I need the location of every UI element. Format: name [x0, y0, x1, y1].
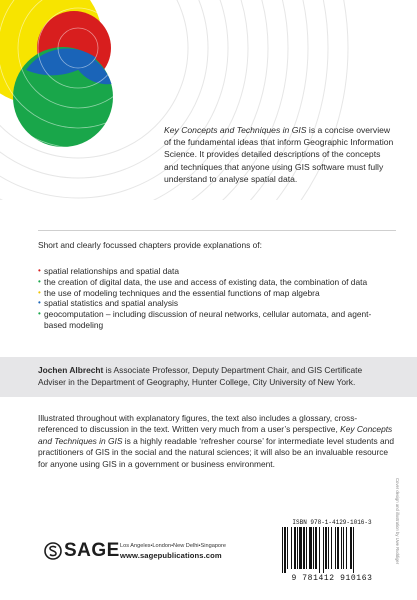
closing-book-title: Key Concepts and Techniques in GIS: [38, 424, 393, 446]
list-item: [38, 277, 388, 288]
sage-emblem-icon: [44, 542, 62, 560]
publisher-url: www.sagepublications.com: [120, 551, 222, 560]
sage-wordmark: SAGE: [64, 540, 120, 561]
barcode-bar: [287, 527, 288, 569]
list-item: [38, 266, 388, 277]
intro-text: is a concise overview of the fundamental ideas that inform Geographic Information Science. It provides detailed descriptions of the concepts and techniques that anyone using GIS software must fully understand to analyse spatial data.: [164, 125, 394, 184]
barcode-bar: [353, 527, 354, 573]
barcode-bar: [319, 527, 320, 573]
intro-paragraph: [164, 124, 396, 185]
barcode-bar: [343, 527, 344, 569]
barcode-bar: [346, 527, 347, 569]
author-bio: [38, 365, 388, 388]
author-bio-text: is Associate Professor, Deputy Department Chair, and GIS Certificate Adviser in the Department of Geography, Hunter College, City University of New York.: [38, 365, 363, 387]
barcode-bar: [315, 527, 317, 569]
bullet-glyph: •: [38, 309, 41, 319]
barcode-bar: [325, 527, 327, 569]
list-item: [38, 309, 388, 331]
list-item-text: geocomputation – including discussion of neural networks, cellular automata, and agent-based modeling: [44, 309, 372, 330]
barcode-graphic: [282, 527, 382, 573]
closing-text-2: is a highly readable ‘refresher course’ for intermediate level students and practitioners of GIS in the social and the natural sciences; it will also be an invaluable resource for anyone using GIS in a government or business environment.: [38, 435, 394, 469]
list-item-text: the use of modeling techniques and the essential functions of map algebra: [44, 287, 320, 298]
barcode-bar: [350, 527, 352, 569]
isbn-label: ISBN 978-1-4129-1016-3: [292, 519, 372, 526]
bullet-glyph: •: [38, 266, 41, 275]
barcode-bar: [335, 527, 336, 569]
closing-paragraph: [38, 413, 396, 470]
barcode-bar: [299, 527, 302, 569]
list-item-text: the creation of digital data, the use and access of existing data, the combination of data: [44, 276, 368, 287]
barcode-bar: [328, 527, 329, 569]
list-item: [38, 288, 388, 299]
barcode-bar: [291, 527, 292, 569]
barcode-bar: [337, 527, 339, 569]
list-item-text: spatial relationships and spatial data: [44, 266, 180, 276]
barcode-box: [276, 519, 388, 587]
barcode-bar: [306, 527, 307, 569]
barcode-bar: [303, 527, 305, 569]
list-item-text: spatial statistics and spatial analysis: [44, 298, 179, 309]
barcode-bar: [284, 527, 286, 573]
barcode-bar: [313, 527, 314, 569]
chapters-list: [38, 266, 388, 331]
barcode-bar: [297, 527, 298, 569]
bullet-glyph: •: [38, 298, 41, 308]
barcode-bar: [341, 527, 342, 569]
list-item: [38, 298, 388, 309]
sage-logo: [44, 541, 120, 561]
book-title: Key Concepts and Techniques in GIS: [164, 125, 307, 135]
chapters-intro: Short and clearly focussed chapters provide explanations of:: [38, 240, 262, 250]
divider: [38, 230, 396, 231]
barcode-bar: [282, 527, 283, 573]
bullet-glyph: •: [38, 276, 41, 286]
bullet-glyph: •: [38, 287, 41, 297]
barcode-bar: [331, 527, 332, 569]
author-name: Jochen Albrecht: [38, 365, 104, 375]
barcode-digits: 9 781412 910163: [291, 574, 373, 583]
barcode-bar: [323, 527, 324, 573]
publisher-cities: Los Angeles•London•New Delhi•Singapore: [120, 543, 227, 549]
barcode-bar: [294, 527, 296, 569]
cover-credit: Cover design and illustration by Uwe Ruddiger: [395, 478, 400, 565]
barcode-bar: [309, 527, 312, 569]
closing-text-1: Illustrated throughout with explanatory figures, the text also includes a glossary, cross-referenced to discussion in the text. Written very much from a user’s perspective,: [38, 413, 358, 435]
